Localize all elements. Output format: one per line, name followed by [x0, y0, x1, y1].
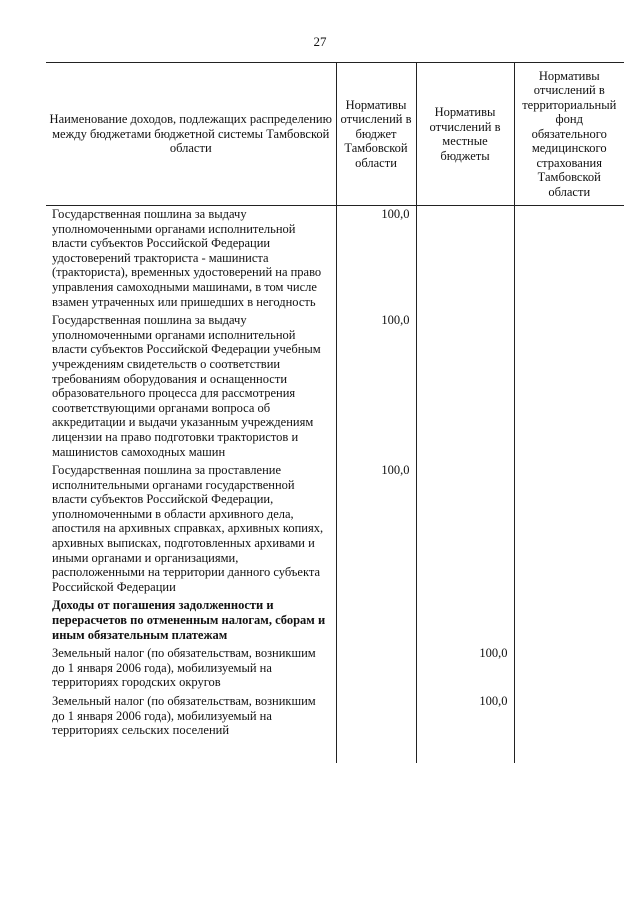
revenue-name: Государственная пошлина за выдачу уполномоченными органами исполнительной власти субъектов Российской Федерации учебным учреждениям свидетельств о соответствии требованиям оборудования и оснащенности образовательного процесса для рассмотрения соответствующими органами вопроса об аккредитации и выдачи указанным учреждениям лицензии на право подготовки трактористов и машинистов самоходных машин — [52, 313, 321, 459]
fund-rate — [514, 312, 624, 462]
revenue-name: Государственная пошлина за выдачу уполномоченными органами исполнительной власти субъектов Российской Федерации удостоверений тракториста - машиниста (тракториста), временных удостоверений на право управления самоходными машинами, в том числе взамен утраченных или пришедших в негодность — [52, 207, 322, 309]
local-rate — [416, 462, 514, 597]
table-row — [46, 206, 624, 313]
local-rate — [416, 597, 514, 645]
regional-rate — [336, 693, 416, 763]
header-regional-budget: Нормативы отчислений в бюджет Тамбовской области — [336, 63, 416, 206]
table-row — [46, 462, 624, 597]
fund-rate — [514, 206, 624, 313]
fund-rate — [514, 645, 624, 693]
revenue-name: Земельный налог (по обязательствам, возникшим до 1 января 2006 года), мобилизуемый на территориях городских округов — [52, 646, 316, 690]
table-row — [46, 312, 624, 462]
fund-rate — [514, 693, 624, 763]
regional-rate: 100,0 — [336, 462, 416, 597]
table-row — [46, 693, 624, 763]
revenue-distribution-table — [46, 62, 624, 763]
revenue-name: Государственная пошлина за проставление исполнительными органами государственной власти субъектов Российской Федерации, уполномоченными в области архивного дела, апостиля на архивных справках, архивных копиях, архивных выписках, подготовленных архивами и иными органами и организациями, расположенными на территории данного субъекта Российской Федерации — [52, 463, 324, 594]
page-number: 27 — [313, 34, 327, 49]
regional-rate — [336, 645, 416, 693]
revenue-name: Земельный налог (по обязательствам, возникшим до 1 января 2006 года), мобилизуемый на территориях сельских поселений — [52, 694, 316, 738]
table-row — [46, 645, 624, 693]
fund-rate — [514, 597, 624, 645]
local-rate — [416, 312, 514, 462]
local-rate: 100,0 — [416, 693, 514, 763]
local-rate — [416, 206, 514, 313]
regional-rate: 100,0 — [336, 312, 416, 462]
regional-rate — [336, 597, 416, 645]
header-medical-insurance-fund: Нормативы отчислений в территориальный фонд обязательного медицинского страхования Тамбовской области — [514, 63, 624, 206]
table-header-row — [46, 63, 624, 206]
regional-rate: 100,0 — [336, 206, 416, 313]
table-row-section-heading — [46, 597, 624, 645]
header-local-budgets: Нормативы отчислений в местные бюджеты — [416, 63, 514, 206]
header-revenue-name: Наименование доходов, подлежащих распределению между бюджетами бюджетной системы Тамбовской области — [46, 63, 336, 206]
fund-rate — [514, 462, 624, 597]
section-heading: Доходы от погашения задолженности и перерасчетов по отмененным налогам, сборам и иным обязательным платежам — [52, 598, 326, 642]
local-rate: 100,0 — [416, 645, 514, 693]
